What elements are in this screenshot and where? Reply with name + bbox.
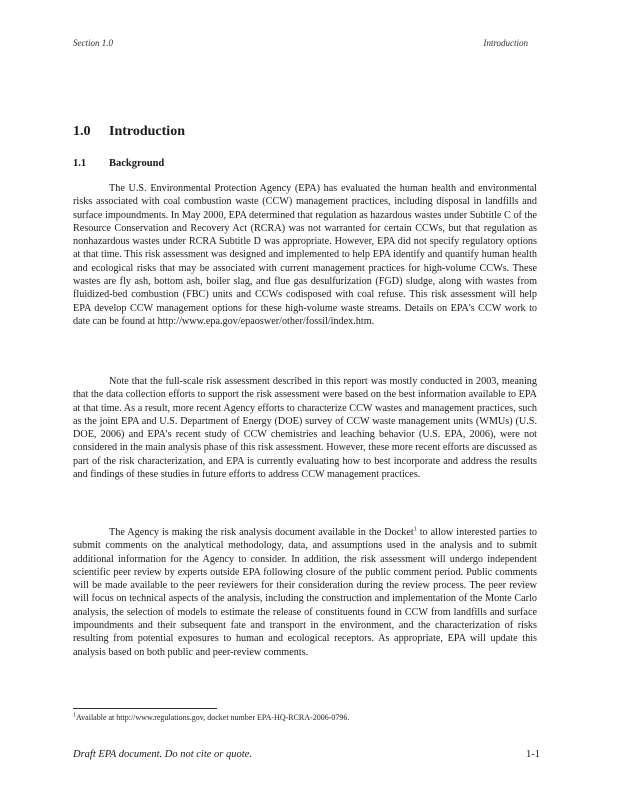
footnote-text: Available at http://www.regulations.gov, docket number EPA-HQ-RCRA-2006-0796. [76,713,350,722]
subsection-title: Background [109,158,165,169]
footnote-number: 1 [73,712,76,719]
subsection-heading [73,158,164,169]
running-header-title: Introduction [483,38,528,48]
paragraph-1 [73,182,537,328]
paragraph-2 [73,375,537,481]
page-number: 1-1 [526,749,540,760]
paragraph-3-text-b: to allow interested parties to submit comments on the analytical methodology, data, and assumptions used in the analysis and to submit additional information for the Agency to consider. In addition, the risk assessment will undergo independent scientific peer review by experts outside EPA following closure of the public comment period. Public comments will be made available to the peer reviewers for their consideration during the review process. The peer review will focus on technical aspects of the analysis, including the construction and implementation of the Monte Carlo analysis, the selection of models to estimate the release of constituents found in CCW from landfills and surface impoundments and their subsequent fate and transport in the environment, and the characterization of risks resulting from potential exposures to human and ecological receptors. As appropriate, EPA will update this analysis based on both public and peer-review comments. [73,527,537,658]
paragraph-3 [73,526,537,659]
running-header-section: Section 1.0 [73,38,113,48]
footnote [73,713,349,722]
footnote-marker: 1 [413,526,417,533]
section-title: Introduction [109,124,185,139]
section-number: 1.0 [73,124,91,139]
subsection-number: 1.1 [73,158,87,169]
paragraph-2-text: Note that the full-scale risk assessment described in this report was mostly conducted in 2003, meaning that the data collection efforts to support the risk assessment were based on the best information available to EPA at that time. As a result, more recent Agency efforts to characterize CCW wastes and management practices, such as the joint EPA and U.S. Department of Energy (DOE) survey of CCW waste management units (WMUs) (U.S. DOE, 2006) and EPA's recent study of CCW chemistries and leaching behavior (U.S. EPA, 2006), were not considered in the main analysis phase of this risk assessment. However, these more recent efforts are discussed as part of the risk characterization, and EPA is currently evaluating how to best incorporate and address the results and findings of these studies in future efforts to address CCW management practices. [73,376,537,481]
footer-disclaimer: Draft EPA document. Do not cite or quote. [73,749,252,760]
paragraph-3-text-a: The Agency is making the risk analysis document available in the Docket [109,527,414,538]
footnote-divider [73,708,217,709]
paragraph-1-text: The U.S. Environmental Protection Agency (EPA) has evaluated the human health and environmental risks associated with coal combustion waste (CCW) management practices, including disposal in landfills and surface impoundments. In May 2000, EPA determined that regulation as hazardous wastes under Subtitle C of the Resource Conservation and Recovery Act (RCRA) was not warranted for certain CCWs, but that regulation as nonhazardous wastes under RCRA Subtitle D was appropriate. However, EPA did not specify regulatory options at that time. This risk assessment was designed and implemented to help EPA identify and quantify human health and ecological risks that may be associated with current management practices for high-volume CCWs. These wastes are fly ash, bottom ash, boiler slag, and flue gas desulfurization (FGD) sludge, along with wastes from fluidized-bed combustion (FBC) units and CCWs codisposed with coal refuse. This risk assessment will help EPA develop CCW management options for these high-volume waste streams. Details on EPA's CCW work to date can be found at http://www.epa.gov/epaoswer/other/fossil/index.htm. [73,183,537,327]
section-heading [73,124,185,140]
